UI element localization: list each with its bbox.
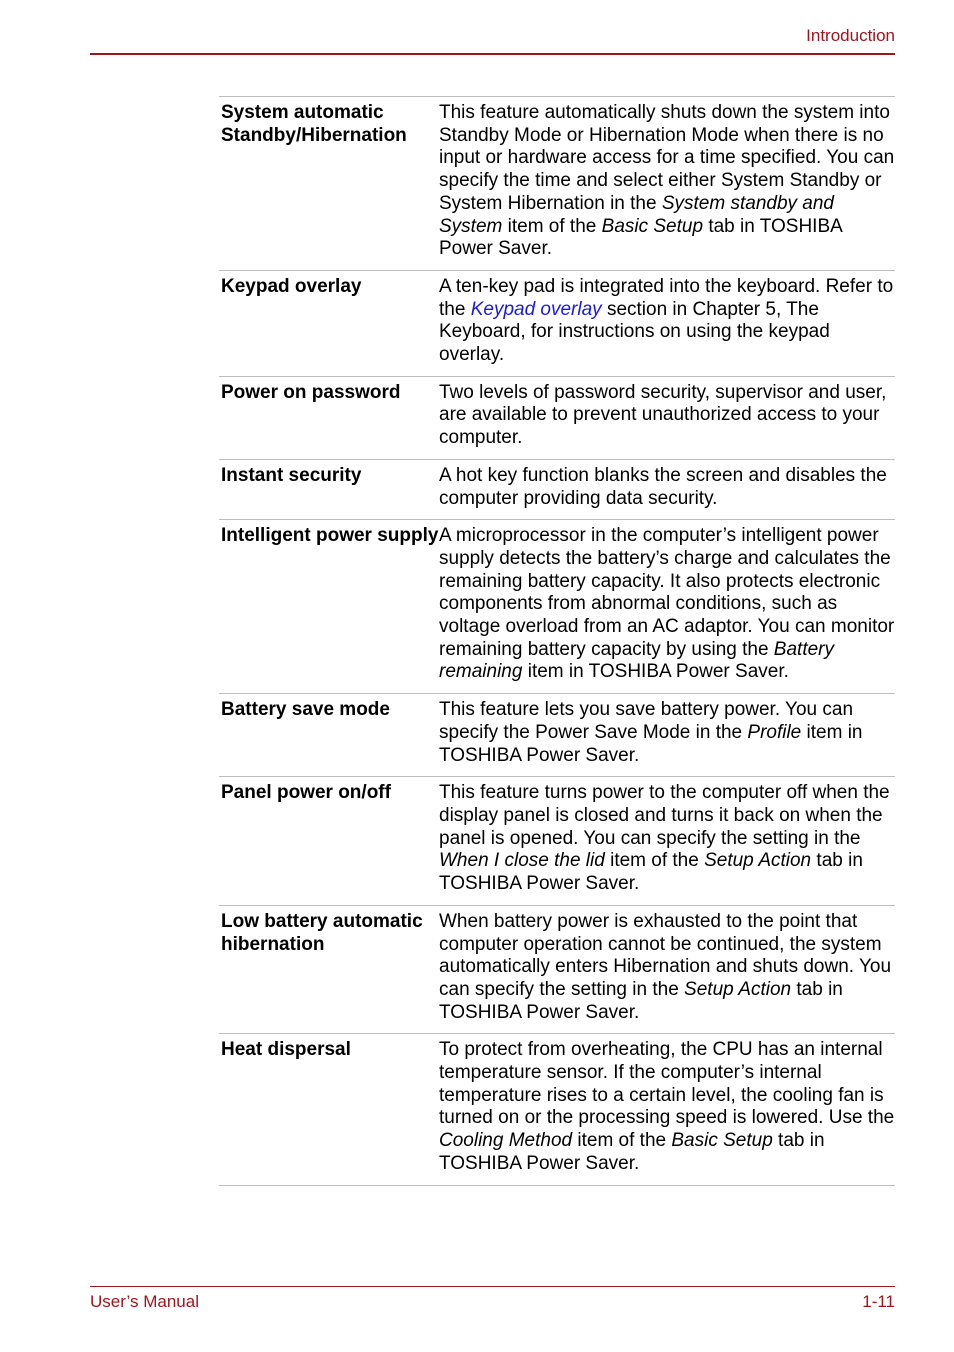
feature-term: Panel power on/off xyxy=(221,782,391,804)
description-text: This feature automatically shuts down the system into Standby Mode or Hibernation Mode when there is no input or hardware access for a time specified. You can specify the time and select either System Standby or System Hibernation in the xyxy=(439,102,895,214)
page-number: 1-11 xyxy=(862,1292,895,1311)
emphasized-term: Setup Action xyxy=(704,850,812,872)
description-text: item of the xyxy=(604,850,705,872)
description-text: tab in TOSHIBA Power Saver. xyxy=(439,215,842,260)
feature-row xyxy=(219,777,895,906)
description-text: Two levels of password security, supervisor and user, are available to prevent unauthorized access to your computer. xyxy=(439,381,887,449)
feature-description xyxy=(439,465,895,510)
emphasized-term: Basic Setup xyxy=(671,1130,773,1152)
description-text: A microprocessor in the computer’s intelligent power supply detects the battery’s charge and calculates the remaining battery capacity. It also protects electronic components from abnormal conditions, such as voltage overload from an AC adaptor. You can monitor remaining battery capacity by using the xyxy=(439,525,895,660)
description-text: To protect from overheating, the CPU has an internal temperature sensor. If the computer’s internal temperature rises to a certain level, the cooling fan is turned on or the processing speed is lowered. Use the xyxy=(439,1039,895,1129)
description-text: tab in TOSHIBA Power Saver. xyxy=(439,978,843,1023)
feature-row xyxy=(219,97,895,271)
description-text: A ten-key pad is integrated into the keyboard. Refer to the xyxy=(439,275,894,320)
feature-table xyxy=(219,96,895,1186)
feature-row xyxy=(219,377,895,460)
description-text: item in TOSHIBA Power Saver. xyxy=(439,721,863,766)
feature-term: Intelligent power supply xyxy=(221,525,439,547)
footer-divider xyxy=(90,1286,895,1287)
feature-term: Heat dispersal xyxy=(221,1039,351,1061)
emphasized-term: Battery remaining xyxy=(439,638,834,683)
feature-row xyxy=(219,460,895,520)
feature-description xyxy=(439,1039,895,1175)
description-text: item of the xyxy=(502,215,602,237)
feature-term: Keypad overlay xyxy=(221,275,362,297)
description-text: tab in TOSHIBA Power Saver. xyxy=(439,850,863,895)
description-text: When battery power is exhausted to the point that computer operation cannot be continued, the system automatically enters Hibernation and shuts down. You can specify the setting in the xyxy=(439,910,892,1000)
emphasized-term: Basic Setup xyxy=(601,215,704,237)
description-text: item in TOSHIBA Power Saver. xyxy=(522,661,789,683)
feature-row xyxy=(219,271,895,377)
feature-term: Battery save mode xyxy=(221,699,390,721)
feature-term: Power on password xyxy=(221,381,401,403)
description-text: section in Chapter 5, The Keyboard, for instructions on using the keypad overlay. xyxy=(439,298,830,366)
description-text: This feature turns power to the computer off when the display panel is closed and turns it back on when the panel is opened. You can specify the setting in the xyxy=(439,782,890,849)
manual-title: User’s Manual xyxy=(90,1292,199,1311)
feature-description xyxy=(439,525,895,684)
emphasized-term: When I close the lid xyxy=(439,850,605,872)
header-divider xyxy=(90,53,895,55)
feature-description xyxy=(439,102,895,261)
description-text: item of the xyxy=(572,1130,672,1152)
feature-row xyxy=(219,1034,895,1185)
description-text: This feature lets you save battery power. You can specify the Power Save Mode in the xyxy=(439,699,854,743)
feature-term: Instant security xyxy=(221,464,362,486)
description-text: A hot key function blanks the screen and disables the computer providing data security. xyxy=(439,464,887,509)
feature-row xyxy=(219,906,895,1035)
feature-description xyxy=(439,699,895,767)
description-text: tab in TOSHIBA Power Saver. xyxy=(439,1130,825,1174)
emphasized-term: Profile xyxy=(747,721,802,743)
section-title: Introduction xyxy=(806,26,895,45)
feature-description xyxy=(439,782,895,896)
feature-description xyxy=(439,276,895,367)
cross-reference-link[interactable]: Keypad overlay xyxy=(470,298,602,320)
emphasized-term: Cooling Method xyxy=(439,1130,573,1152)
emphasized-term: System standby and System xyxy=(439,192,834,237)
feature-term: Low battery automatic hibernation xyxy=(221,910,423,955)
emphasized-term: Setup Action xyxy=(684,978,792,1000)
feature-row xyxy=(219,520,895,694)
feature-description xyxy=(439,911,895,1025)
feature-row xyxy=(219,694,895,777)
feature-term: System automatic Standby/Hibernation xyxy=(221,102,407,146)
feature-description xyxy=(439,382,895,450)
